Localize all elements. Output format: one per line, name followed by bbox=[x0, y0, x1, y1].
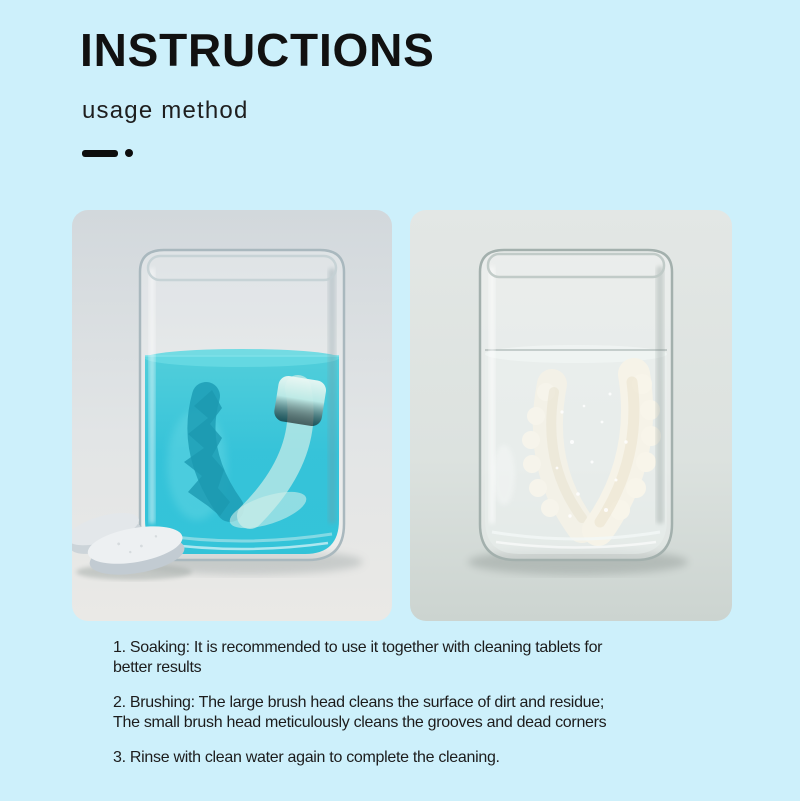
step-rinse bbox=[113, 748, 733, 768]
page-subtitle: usage method bbox=[82, 97, 249, 124]
photo-row bbox=[0, 210, 800, 621]
step-brushing bbox=[113, 693, 733, 733]
photo-rinsing-step bbox=[410, 210, 732, 621]
step-text-line: better results bbox=[113, 659, 202, 676]
step-text-line: 3. Rinse with clean water again to complete the cleaning. bbox=[113, 749, 500, 766]
page-title: INSTRUCTIONS bbox=[80, 24, 435, 76]
instruction-steps bbox=[113, 638, 733, 783]
clear-water-glass-illustration bbox=[410, 210, 732, 621]
step-text-line: 1. Soaking: It is recommended to use it together with cleaning tablets for bbox=[113, 639, 603, 656]
step-soaking bbox=[113, 638, 733, 678]
dash-icon bbox=[82, 150, 118, 157]
step-text-line: The small brush head meticulously cleans the grooves and dead corners bbox=[113, 714, 607, 731]
step-text-line: 2. Brushing: The large brush head cleans the surface of dirt and residue; bbox=[113, 694, 605, 711]
dot-icon bbox=[125, 149, 133, 157]
photo-soaking-step bbox=[72, 210, 392, 621]
soaking-glass-illustration bbox=[72, 210, 392, 621]
dash-dot-divider bbox=[82, 149, 133, 157]
